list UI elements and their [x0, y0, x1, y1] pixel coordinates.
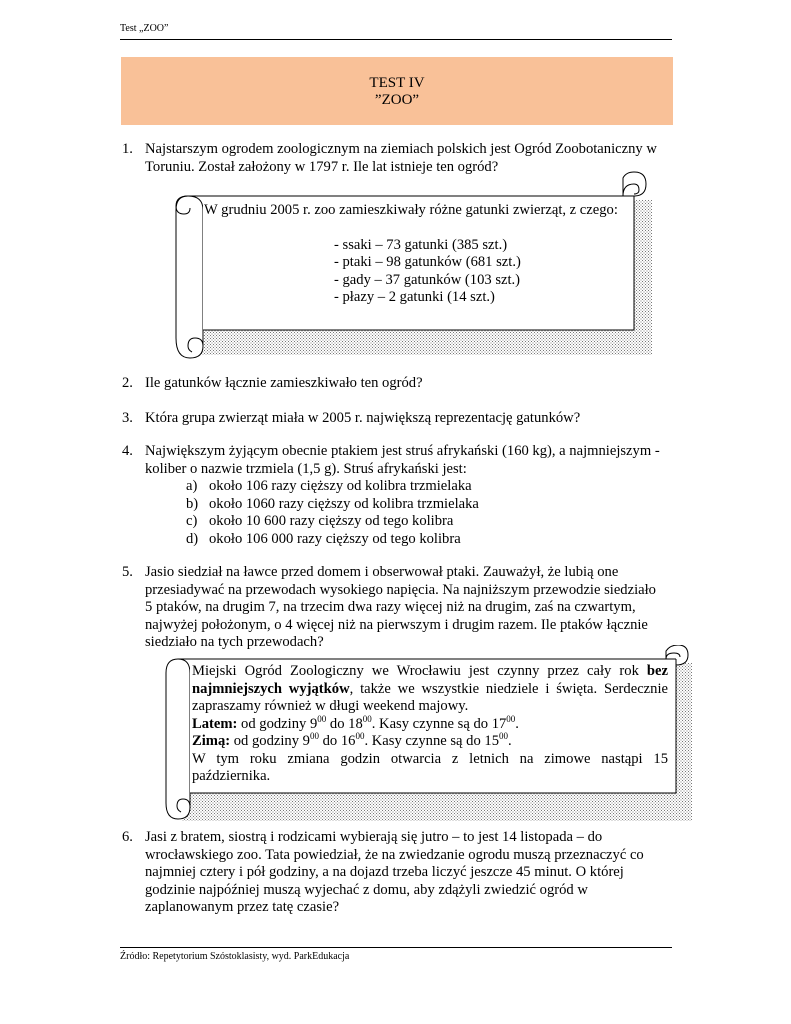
page-header: Test „ZOO” [120, 23, 169, 34]
question-text: Jasio siedział na ławce przed domem i obserwował ptaki. Zauważył, że lubią one przesiadywać na przewodach wysokiego napięcia. Na najniższym przewodzie siedziało 5 ptaków, na drugim 7, na trzecim dwa razy więcej niż na drugim, zaś na czwartym, najwyżej położonym, o 4 więcej niż na pierwszym i drugim razem. Ile ptaków łącznie siedziało na tych przewodach? [145, 564, 656, 650]
answer-option: d) około 106 000 razy cięższy od tego kolibra [186, 530, 461, 547]
question-text: Która grupa zwierząt miała w 2005 r. największą reprezentację gatunków? [145, 410, 581, 426]
answer-option: b) około 1060 razy cięższy od kolibra trzmielaka [186, 495, 479, 512]
winter-hours: Zimą: od godziny $9^{00}$ do $16^{00}$. Kasy czynne są do $15^{00}$. [192, 731, 512, 749]
list-item: - gady – 37 gatunków (103 szt.) [334, 271, 521, 288]
list-item: - ssaki – 73 gatunki (385 szt.) [334, 236, 508, 253]
list-item: - ptaki – 98 gatunków (681 szt.) [334, 254, 521, 270]
question-text: Największym żyjącym obecnie ptakiem jest struś afrykański (160 kg), a najmniejszym - koliber o nazwie trzmiela (1,5 g). Struś afrykański jest: [145, 443, 660, 477]
zoo-info-paragraph: Miejski Ogród Zoologiczny we Wrocławiu jest czynny przez cały rok bez najmniejszych wyjątków, także we wszystkie niedziele i święta. Serdecznie zapraszamy również w długi weekend majowy. [192, 663, 668, 714]
info-scroll-2 [160, 645, 696, 825]
question-text: Najstarszym ogrodem zoologicznym na ziemiach polskich jest Ogród Zoobotaniczny w Toruniu. Został założony w 1797 r. Ile lat istnieje ten ogród? [145, 141, 657, 175]
footer-rule [120, 947, 672, 948]
page-footer: Źródło: Repetytorium Szóstoklasisty, wyd. ParkEdukacja [120, 951, 350, 962]
question-text: Ile gatunków łącznie zamieszkiwało ten ogród? [145, 375, 423, 391]
question-number: 2. [122, 375, 133, 391]
question-text: Jasi z bratem, siostrą i rodzicami wybierają się jutro – to jest 14 listopada – do wrocławskiego zoo. Tata powiedział, że na zwiedzanie ogrodu muszą przeznaczyć co najmniej cztery i pół godziny, a na dojazd trzeba liczyć jeszcze 45 minut. O której godzinie najpóźniej muszą wyjechać z domu, aby zdążyli zwiedzić ogród w zaplanowanym przez tatę czasie? [145, 829, 644, 915]
scroll-1-intro: W grudniu 2005 r. zoo zamieszkiwały różne gatunki zwierząt, z czego: [204, 202, 618, 218]
answer-options [186, 478, 662, 548]
question-number: 3. [122, 410, 133, 426]
list-item: - płazy – 2 gatunki (14 szt.) [334, 289, 495, 305]
schedule-change-note: W tym roku zmiana godzin otwarcia z letnich na zimowe nastąpi 15 października. [192, 750, 668, 784]
question-number: 6. [122, 829, 133, 845]
question-3 [122, 410, 662, 428]
question-4 [122, 443, 662, 548]
scroll-2-text [192, 663, 668, 786]
info-scroll-1 [168, 170, 656, 370]
answer-option: c) około 10 600 razy cięższy od tego kolibra [186, 513, 454, 529]
title-line-1: TEST IV [369, 75, 425, 91]
title-box [121, 57, 673, 125]
question-number: 4. [122, 443, 133, 459]
answer-option: a) około 106 razy cięższy od kolibra trzmielaka [186, 478, 472, 494]
title-line-2: ”ZOO” [374, 92, 420, 108]
question-number: 1. [122, 141, 133, 157]
summer-hours: Latem: od godziny $9^{00}$ do $18^{00}$. Kasy czynne są do $17^{00}$. [192, 713, 519, 732]
question-2 [122, 375, 662, 393]
question-6 [122, 829, 662, 917]
species-list [334, 237, 644, 307]
header-rule [120, 39, 672, 40]
question-number: 5. [122, 564, 133, 580]
question-5 [122, 564, 662, 652]
scroll-1-text [204, 202, 644, 307]
